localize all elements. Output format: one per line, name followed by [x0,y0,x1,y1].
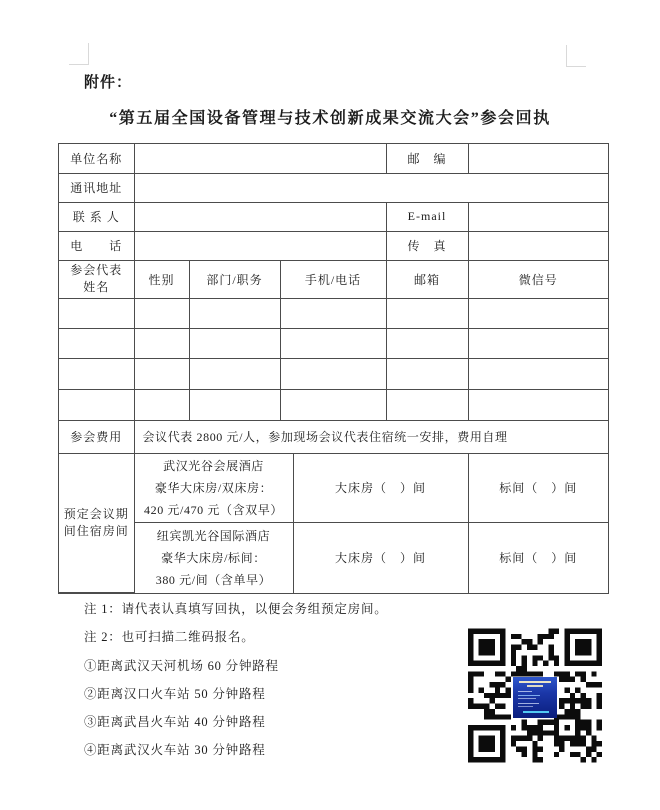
hotel2-name: 纽宾凯光谷国际酒店 [156,528,271,543]
hotel1-price: 420 元/470 元（含双早） [144,502,283,517]
fee-section [59,421,608,454]
contact-input-cell[interactable] [134,202,386,231]
rep-row-cell[interactable] [280,299,386,329]
margin-mark-top-right-icon [566,45,586,67]
room-booking-label [59,454,134,593]
rep-row-cell[interactable] [386,329,468,359]
rep-row-cell[interactable] [386,299,468,329]
qr-center-logo [513,677,557,718]
rep-row-cell[interactable] [189,359,280,390]
email-label: E-mail [386,202,468,231]
rep-row-cell[interactable] [468,390,608,421]
hotel1-name: 武汉光谷会展酒店 [163,458,264,473]
attachment-label: 附件： [84,75,133,91]
rep-row-cell[interactable] [386,359,468,390]
hotel2-king-room-count-cell[interactable]: 大床房（ ）间 [293,523,468,593]
fee-label: 参会费用 [59,421,134,453]
rep-row-cell[interactable] [189,329,280,359]
fax-label: 传 真 [386,231,468,260]
rep-name-header-line2: 姓名 [83,280,110,295]
rep-row-cell[interactable] [59,390,134,421]
contact-label: 联 系 人 [59,202,134,231]
rep-row-cell[interactable] [134,359,189,390]
rep-row-cell[interactable] [189,390,280,421]
email-input-cell[interactable] [468,202,608,231]
rep-row-cell[interactable] [468,299,608,329]
notes-block [84,595,388,765]
wechat-header: 微信号 [468,261,608,299]
dept-header: 部门/职务 [189,261,280,299]
mobile-header: 手机/电话 [280,261,386,299]
rep-row-cell[interactable] [280,359,386,390]
hotel-section [59,454,608,594]
distance-item-3: ③距离武昌火车站 40 分钟路程 [84,715,266,730]
rep-row-cell[interactable] [134,329,189,359]
phone-input-cell[interactable] [134,231,386,260]
info-section [59,144,608,261]
phone-label: 电 话 [59,231,134,260]
rep-row-cell[interactable] [468,359,608,390]
address-input-cell[interactable] [134,173,608,202]
hotel2-room-type: 豪华大床房/标间： [161,550,266,565]
rep-row-cell[interactable] [134,299,189,329]
hotel1-king-room-count-cell[interactable]: 大床房（ ）间 [293,454,468,523]
mailbox-header: 邮箱 [386,261,468,299]
note-1: 注 1：请代表认真填写回执，以便会务组预定房间。 [84,602,388,616]
gender-header: 性别 [134,261,189,299]
distance-item-2: ②距离汉口火车站 50 分钟路程 [84,686,266,701]
unit-name-input-cell[interactable] [134,144,386,173]
room-booking-label-line2: 间住宿房间 [63,523,129,538]
rep-row-cell[interactable] [134,390,189,421]
distance-item-4: ④距离武汉火车站 30 分钟路程 [84,743,266,758]
unit-name-label: 单位名称 [59,144,134,173]
hotel2-description [134,523,293,593]
registration-form-table [58,143,609,594]
rep-row-cell[interactable] [189,299,280,329]
rep-row-cell[interactable] [59,329,134,359]
rep-row-cell[interactable] [468,329,608,359]
hotel1-room-type: 豪华大床房/双床房： [154,480,273,495]
rep-row-cell[interactable] [59,359,134,390]
page-title: “第五届全国设备管理与技术创新成果交流大会”参会回执 [109,110,551,127]
delegates-section [59,261,608,422]
rep-row-cell[interactable] [59,299,134,329]
hotel2-price: 380 元/间（含单早） [155,572,272,587]
postal-code-input-cell[interactable] [468,144,608,173]
rep-name-header-line1: 参会代表 [70,263,123,278]
fax-input-cell[interactable] [468,231,608,260]
postal-code-label: 邮 编 [386,144,468,173]
rep-row-cell[interactable] [280,329,386,359]
rep-row-cell[interactable] [280,390,386,421]
margin-mark-top-left-icon [69,43,89,65]
room-booking-label-line1: 预定会议期 [63,506,129,521]
qr-code [468,628,602,763]
hotel1-standard-room-count-cell[interactable]: 标间（ ）间 [468,454,608,523]
note-2: 注 2：也可扫描二维码报名。 [84,630,255,645]
distance-item-1: ①距离武汉天河机场 60 分钟路程 [84,658,279,673]
hotel2-standard-room-count-cell[interactable]: 标间（ ）间 [499,551,578,566]
address-label: 通讯地址 [59,173,134,202]
hotel1-description [134,454,293,523]
fee-text: 会议代表 2800 元/人，参加现场会议代表住宿统一安排，费用自理 [134,421,608,453]
rep-name-header [59,261,134,299]
rep-row-cell[interactable] [386,390,468,421]
